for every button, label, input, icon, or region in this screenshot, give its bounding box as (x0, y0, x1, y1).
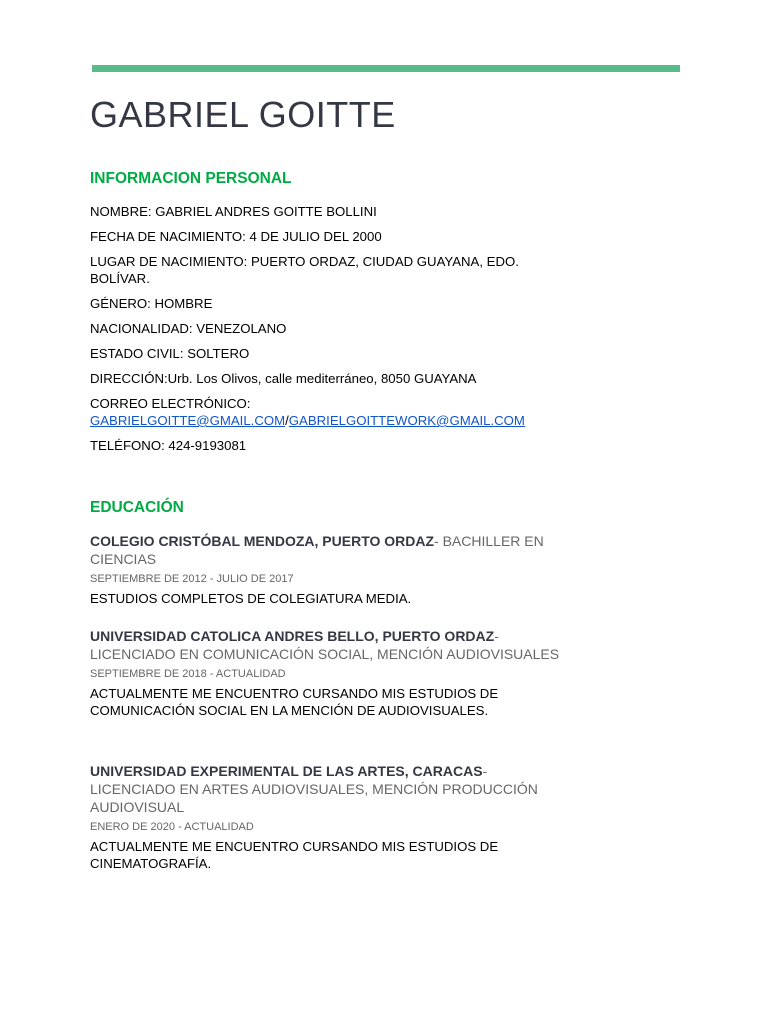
education-description: ACTUALMENTE ME ENCUENTRO CURSANDO MIS ESTUDIOS DE CINEMATOGRAFÍA. (90, 839, 499, 871)
page-title: GABRIEL GOITTE (90, 94, 396, 135)
education-description: ESTUDIOS COMPLETOS DE COLEGIATURA MEDIA. (90, 591, 412, 606)
education-entry (90, 762, 560, 872)
education-school: UNIVERSIDAD EXPERIMENTAL DE LAS ARTES, CARACAS (90, 763, 483, 779)
top-accent-rule (92, 65, 680, 72)
education-degree: - LICENCIADO EN ARTES AUDIOVISUALES, MENCIÓN PRODUCCIÓN AUDIOVISUAL (90, 763, 538, 815)
education-degree: - LICENCIADO EN COMUNICACIÓN SOCIAL, MENCIÓN AUDIOVISUALES (90, 628, 560, 662)
email-separator: / (285, 413, 289, 428)
education-description: ACTUALMENTE ME ENCUENTRO CURSANDO MIS ESTUDIOS DE COMUNICACIÓN SOCIAL EN LA MENCIÓN DE AUDIOVISUALES. (90, 686, 499, 718)
education-school: COLEGIO CRISTÓBAL MENDOZA, PUERTO ORDAZ (90, 533, 435, 549)
education-entry (90, 627, 560, 719)
correo-label: CORREO ELECTRÓNICO: (90, 396, 251, 411)
info-fecha-nacimiento: FECHA DE NACIMIENTO: 4 DE JULIO DEL 2000 (90, 229, 382, 244)
personal-info-list (90, 203, 530, 462)
education-entry (90, 532, 560, 607)
education-entry-heading (90, 627, 560, 663)
education-dates: SEPTIEMBRE DE 2018 - ACTUALIDAD (90, 668, 286, 680)
info-telefono: TELÉFONO: 424-9193081 (90, 438, 247, 453)
info-correo (90, 395, 530, 429)
info-direccion: DIRECCIÓN:Urb. Los Olivos, calle mediterráneo, 8050 GUAYANA (90, 371, 477, 386)
education-entry-heading (90, 532, 560, 568)
education-heading: EDUCACIÓN (90, 499, 184, 516)
education-dates: ENERO DE 2020 - ACTUALIDAD (90, 821, 254, 833)
info-lugar-nacimiento: LUGAR DE NACIMIENTO: PUERTO ORDAZ, CIUDAD GUAYANA, EDO. BOLÍVAR. (90, 254, 519, 286)
email-link-work[interactable]: GABRIELGOITTEWORK@GMAIL.COM (288, 413, 525, 428)
email-link-primary[interactable]: GABRIELGOITTE@GMAIL.COM (90, 413, 286, 428)
info-nombre: NOMBRE: GABRIEL ANDRES GOITTE BOLLINI (90, 204, 377, 219)
education-degree: - BACHILLER EN CIENCIAS (90, 533, 544, 567)
personal-info-heading: INFORMACION PERSONAL (90, 170, 292, 187)
info-genero: GÉNERO: HOMBRE (90, 296, 213, 311)
education-dates: SEPTIEMBRE DE 2012 - JULIO DE 2017 (90, 573, 294, 585)
info-estado-civil: ESTADO CIVIL: SOLTERO (90, 346, 250, 361)
info-nacionalidad: NACIONALIDAD: VENEZOLANO (90, 321, 287, 336)
education-school: UNIVERSIDAD CATOLICA ANDRES BELLO, PUERTO ORDAZ (90, 628, 495, 644)
education-entry-heading (90, 762, 560, 816)
